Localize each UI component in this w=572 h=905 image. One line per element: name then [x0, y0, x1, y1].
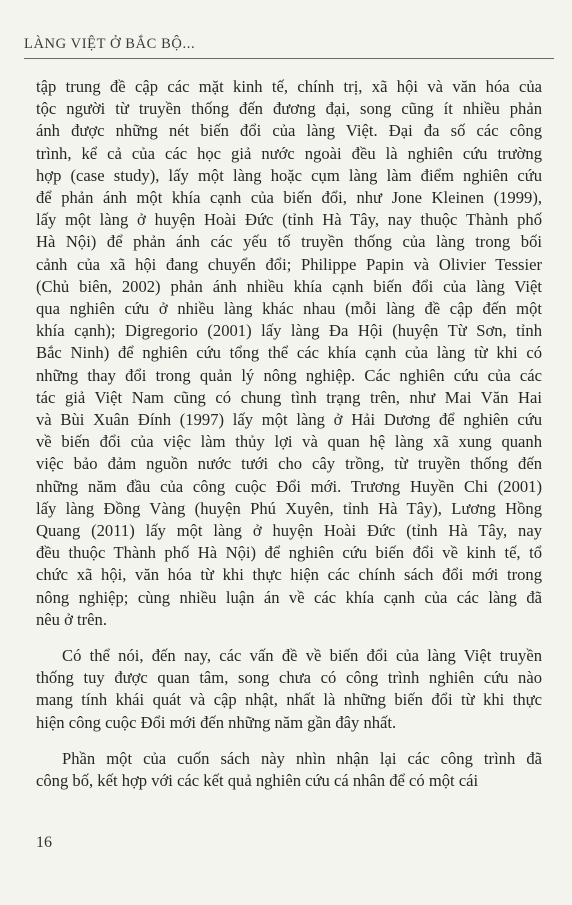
text-line: những năm đầu của công cuộc Đổi mới. Trương Huyền Chi (2001)	[36, 476, 542, 496]
text-line: nêu ở trên.	[36, 609, 107, 629]
text-line: khía cạnh); Digregorio (2001) lấy làng Đa Hội (huyện Từ Sơn, tỉnh	[36, 321, 542, 341]
page-number: 16	[36, 834, 52, 851]
text-line: trình, kể cả của các học giả nước ngoài đều là nghiên cứu trường	[36, 143, 542, 163]
text-line: mang tính khái quát và cập nhật, nhất là những biến đổi từ khi thực	[36, 690, 542, 710]
body-text	[36, 76, 542, 806]
text-line: tập trung đề cập các mặt kinh tế, chính trị, xã hội và văn hóa của	[36, 77, 542, 96]
text-line: lấy làng Đồng Vàng (huyện Phú Xuyên, tỉnh Hà Tây), Lương Hồng	[36, 498, 542, 518]
text-line: công bố, kết hợp với các kết quả nghiên cứu cá nhân để có một cái	[36, 771, 479, 791]
text-line: những thay đổi trong quản lý nông nghiệp. Các nghiên cứu của các	[36, 365, 542, 385]
text-line: thống tuy được quan tâm, song chưa có công trình nghiên cứu nào	[36, 668, 542, 688]
text-line: chức xã hội, văn hóa từ khi thực hiện các chính sách đổi mới trong	[36, 565, 542, 585]
paragraph	[36, 76, 542, 631]
text-line: qua nghiên cứu ở nhiều làng khác nhau (mỗi làng đề cập đến một	[36, 299, 542, 319]
paragraph	[36, 748, 542, 792]
text-line: việc bảo đảm nguồn nước tưới cho cây trồng, từ truyền thống đến	[36, 454, 542, 474]
text-line: tộc người từ truyền thống đến đương đại, song cũng ít nhiều phản	[36, 99, 542, 119]
text-line: nông nghiệp; cùng nhiều luận án về các khía cạnh của các làng đã	[36, 587, 542, 607]
text-line: cảnh của xã hội đang chuyển đổi; Philippe Papin và Olivier Tessier	[36, 254, 542, 274]
text-line: (Chủ biên, 2002) phản ánh nhiều khía cạnh biến đổi của làng Việt	[36, 276, 542, 296]
text-line: Bắc Ninh) để nghiên cứu tổng thể các khía cạnh của làng từ khi có	[36, 343, 542, 363]
text-line: hiện công cuộc Đổi mới đến những năm gần đây nhất.	[36, 712, 397, 732]
text-line: Phần một của cuốn sách này nhìn nhận lại các công trình đã	[62, 748, 542, 768]
text-line: để phản ánh một khía cạnh của biến đổi, như Jone Kleinen (1999),	[36, 188, 542, 208]
header-rule	[24, 58, 554, 59]
text-line: hợp (case study), lấy một làng hoặc cụm làng làm điểm nghiên cứu	[36, 165, 542, 185]
running-header: LÀNG VIỆT Ở BẮC BỘ...	[24, 36, 196, 52]
text-line: ánh được những nét biến đổi của làng Việt. Đại đa số các công	[36, 121, 542, 141]
text-line: Quang (2011) lấy một làng ở huyện Hoài Đức (tỉnh Hà Tây, nay	[36, 521, 542, 541]
paragraph	[36, 645, 542, 734]
text-line: tác giả Việt Nam cũng có chung tình trạng trên, như Mai Văn Hai	[36, 387, 542, 407]
text-line: lấy một làng ở huyện Hoài Đức (tỉnh Hà Tây, nay thuộc Thành phố	[36, 210, 542, 230]
text-line: về biến đổi của việc làm thủy lợi và quan hệ làng xã xung quanh	[36, 432, 542, 452]
text-line: và Bùi Xuân Đính (1997) lấy một làng ở Hải Dương để nghiên cứu	[36, 410, 542, 430]
text-line: đều thuộc Thành phố Hà Nội) để nghiên cứu biến đổi về kinh tế, tổ	[36, 543, 542, 563]
text-line: Hà Nội) để phản ánh các yếu tố truyền thống của làng trong bối	[36, 232, 542, 252]
text-line: Có thể nói, đến nay, các vấn đề về biến đổi của làng Việt truyền	[62, 646, 542, 666]
